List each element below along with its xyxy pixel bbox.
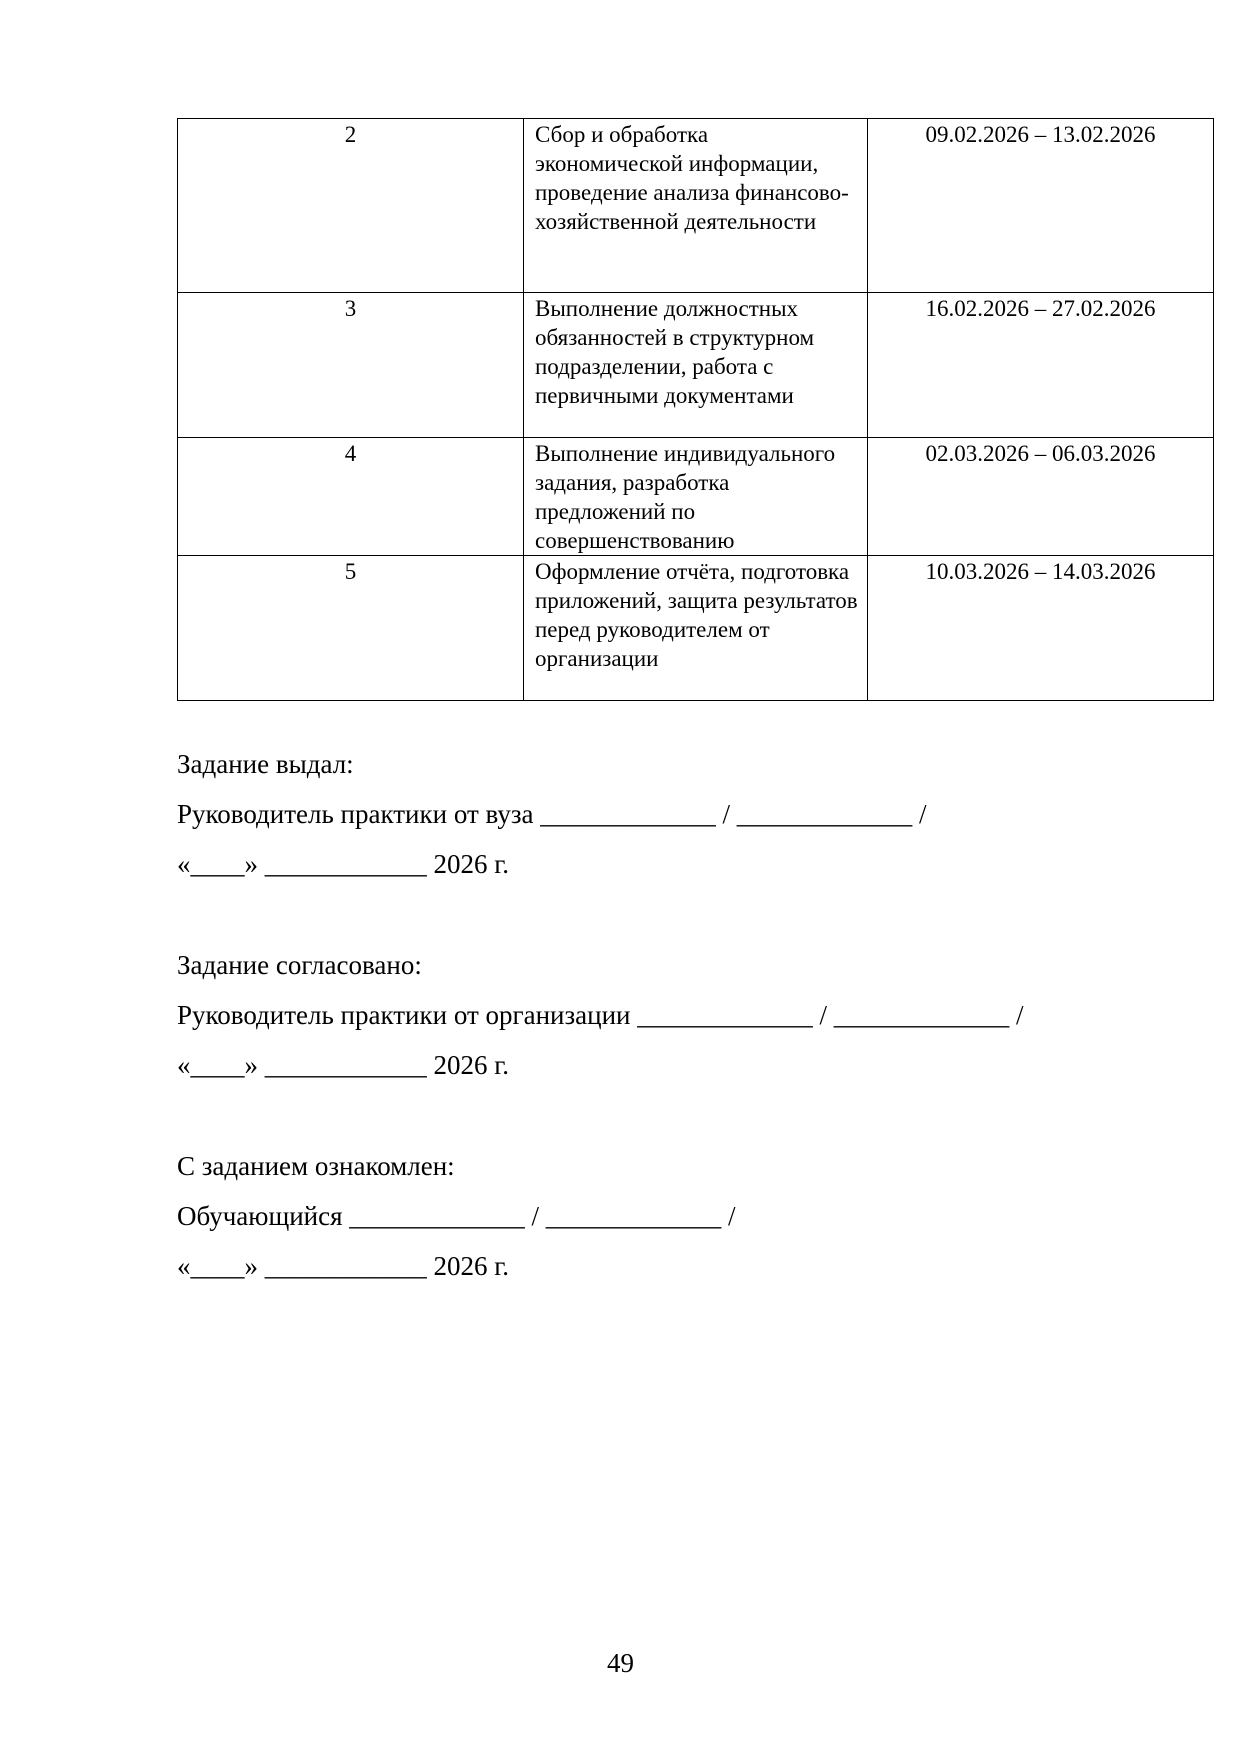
task-description-cell: Выполнение должностных обязанностей в структурном подразделении, работа с первичными документами — [524, 293, 868, 438]
table-row — [178, 119, 1214, 293]
table-row — [178, 556, 1214, 701]
practice-schedule-table — [177, 118, 1214, 701]
task-description-cell: Сбор и обработка экономической информации, проведение анализа финансово-хозяйственной деятельности — [524, 119, 868, 293]
date-range-cell: 16.02.2026 – 27.02.2026 — [868, 293, 1214, 438]
date-range-cell: 02.03.2026 – 06.03.2026 — [868, 438, 1214, 556]
student-signature-line: Обучающийся _____________ / _____________ / — [177, 1201, 736, 1231]
row-number-cell: 3 — [178, 293, 524, 438]
row-number-cell: 4 — [178, 438, 524, 556]
date-range-cell: 09.02.2026 – 13.02.2026 — [868, 119, 1214, 293]
agreed-date-line: «____» ____________ 2026 г. — [177, 1050, 510, 1080]
issued-by-heading: Задание выдал: — [177, 749, 354, 779]
acknowledged-date-line: «____» ____________ 2026 г. — [177, 1251, 510, 1281]
table-row — [178, 293, 1214, 438]
agreed-by-heading: Задание согласовано: — [177, 950, 422, 980]
university-supervisor-signature-line: Руководитель практики от вуза _____________ / _____________ / — [177, 799, 927, 829]
task-description-cell: Оформление отчёта, подготовка приложений, защита результатов перед руководителем от организации — [524, 556, 868, 701]
page-number: 49 — [607, 1648, 634, 1678]
date-range-cell: 10.03.2026 – 14.03.2026 — [868, 556, 1214, 701]
organization-supervisor-signature-line: Руководитель практики от организации _____________ / _____________ / — [177, 1000, 1024, 1030]
row-number-cell: 5 — [178, 556, 524, 701]
row-number-cell: 2 — [178, 119, 524, 293]
table-row — [178, 438, 1214, 556]
task-description-cell: Выполнение индивидуального задания, разработка предложений по совершенствованию — [524, 438, 868, 556]
acknowledged-heading: С заданием ознакомлен: — [177, 1151, 455, 1181]
issued-date-line: «____» ____________ 2026 г. — [177, 849, 510, 879]
